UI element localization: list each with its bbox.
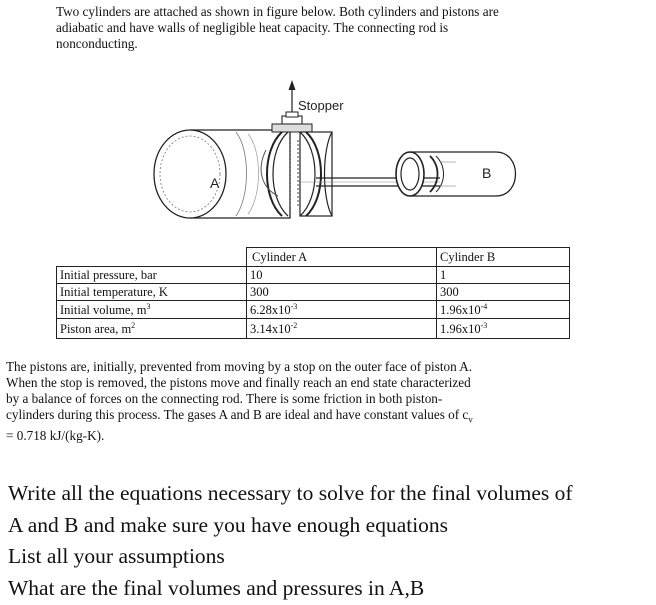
- cell-a: 10: [250, 268, 263, 282]
- row-label: Initial volume, $m^3$: [60, 301, 151, 317]
- row-label: Initial temperature, K: [60, 285, 168, 299]
- paragraph-line: The pistons are, initially, prevented from moving by a stop on the outer face of piston A.: [6, 359, 473, 374]
- questions: [8, 478, 656, 604]
- piston-a: [261, 132, 332, 216]
- question-line: Write all the equations necessary to solve for the final volumes of: [8, 481, 573, 505]
- column-header-cylinder-a: Cylinder A: [252, 250, 308, 264]
- intro-line: Two cylinders are attached as shown in figure below. Both cylinders and pistons are: [56, 4, 499, 19]
- paragraph-line: When the stop is removed, the pistons move and finally reach an end state characterized: [6, 375, 471, 390]
- properties-table: [56, 246, 570, 341]
- cylinder-b: [396, 152, 516, 196]
- cylinder-b-label: B: [482, 165, 492, 181]
- cylinder-figure: [0, 0, 656, 250]
- stopper-block: [272, 112, 312, 132]
- cell-a: $3.14x10^{-2}$: [250, 320, 298, 336]
- paragraph-line: by a balance of forces on the connecting rod. There is some friction in both piston-: [6, 391, 443, 406]
- row-label: Initial pressure, bar: [60, 268, 157, 282]
- question-line: List all your assumptions: [8, 544, 225, 568]
- cell-b: $1.96x10^{-3}$: [440, 320, 488, 336]
- cylinder-a-label: A: [210, 175, 220, 191]
- cell-a: $6.28x10^{-3}$: [250, 301, 298, 317]
- stopper-arrow: [289, 80, 296, 112]
- paragraph-line: = 0.718 kJ/(kg-K).: [6, 427, 105, 443]
- cell-b: 300: [440, 285, 459, 299]
- cell-b: $1.96x10^{-4}$: [440, 301, 488, 317]
- column-header-cylinder-b: Cylinder B: [440, 250, 496, 264]
- description-paragraph: [6, 359, 566, 444]
- cell-a: 300: [250, 285, 269, 299]
- intro-line: adiabatic and have walls of negligible heat capacity. The connecting rod is: [56, 20, 449, 35]
- row-label: Piston area, $m^2$: [60, 320, 136, 336]
- stopper-label: Stopper: [298, 98, 344, 113]
- question-line: A and B and make sure you have enough equations: [8, 512, 449, 537]
- cylinder-a: [154, 130, 290, 218]
- paragraph-line: cylinders during this process. The gases A and B are ideal and have constant values of $c_v$: [6, 407, 473, 425]
- cell-b: 1: [440, 268, 447, 282]
- intro-line: nonconducting.: [56, 36, 138, 51]
- question-line: What are the final volumes and pressures in A,B: [8, 575, 425, 600]
